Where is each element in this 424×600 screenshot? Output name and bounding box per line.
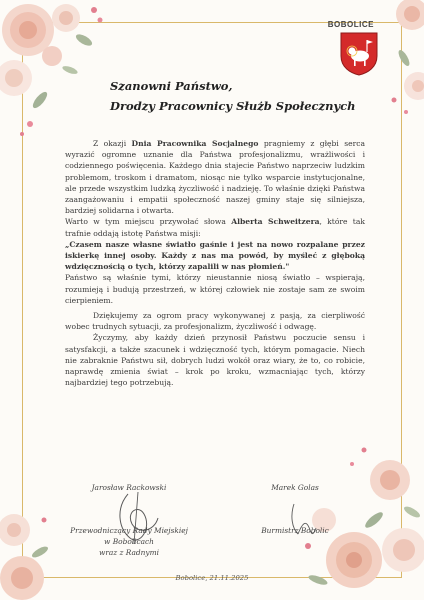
paragraph-5: Życzymy, aby każdy dzień przynosił Państwu poczucie sensu i satysfakcji, a także szacunek i wdzięczność tych, którym pomagacie. Niech nie zabraknie Państwu sił, dobrych ludzi wokół oraz wiary, że to, co robicie, naprawdę zmienia świat – krok po kroku, wzmacniając tych, którzy najbardziej tego potrzebują. bbox=[65, 333, 365, 388]
signer-left-title-1: Przewodniczący Rady Miejskiej bbox=[70, 526, 188, 535]
paragraph-1 bbox=[65, 138, 365, 216]
greeting-line-1: Szanowni Państwo, bbox=[110, 79, 233, 93]
signature-left bbox=[64, 482, 194, 558]
paragraph-3: Państwo są właśnie tymi, którzy nieustannie niosą światło – wspierają, rozumieją i budują przestrzeń, w której człowiek nie zostaje sam ze swoim cierpieniem. bbox=[65, 273, 365, 305]
paragraph-4: Dziękujemy za ogrom pracy wykonywanej z pasją, za cierpliwość wobec trudnych sytuacji, za profesjonalizm, życzliwość i odwagę. bbox=[65, 311, 365, 332]
signer-left-name: Jarosław Rackowski bbox=[91, 483, 167, 492]
municipality-name: BOBOLICE bbox=[327, 20, 374, 29]
signer-right-name: Marek Golas bbox=[271, 483, 319, 492]
signature-right bbox=[240, 482, 350, 536]
p2-text-a: Warto w tym miejscu przywołać słowa bbox=[65, 217, 232, 227]
signer-left-title-2: w Bobolicach bbox=[104, 537, 154, 546]
p1-text-a: Z okazji bbox=[93, 139, 132, 148]
greeting-line-2: Drodzy Pracownicy Służb Społecznych bbox=[110, 99, 356, 113]
occasion-name: Dnia Pracownika Socjalnego bbox=[131, 139, 259, 148]
coat-of-arms-icon bbox=[340, 32, 378, 76]
signer-left-title-3: wraz z Radnymi bbox=[99, 548, 159, 557]
greeting bbox=[110, 76, 355, 116]
letter-body bbox=[65, 138, 365, 388]
p2-text-b: , które tak trafnie oddają istotę Państwa misji: bbox=[65, 217, 365, 238]
flowers-top-left bbox=[0, 0, 110, 150]
quote-text: „Czasem nasze własne światło gaśnie i jest na nowo rozpalane przez iskierkę innej osoby. Każdy z nas ma powód, by myśleć z głęboką wdzięcznością o tych, którzy zapalili w nas płomień." bbox=[65, 239, 365, 272]
paragraph-2 bbox=[65, 216, 365, 238]
quote bbox=[65, 239, 365, 273]
quoted-author: Alberta Schweitzera bbox=[231, 217, 320, 227]
place-date: Bobolice, 21.11.2025 bbox=[175, 574, 249, 582]
signer-right-title: Burmistrz Bobolic bbox=[261, 526, 329, 535]
p1-text-b: pragniemy z głębi serca wyrazić ogromne uznanie dla Państwa profesjonalizmu, wrażliwości i codziennego poświęcenia. Każdego dnia stajecie Państwo naprzeciw ludzkim problemom, troskom i dramatom, niosąc nie tylko wsparcie instytucjonalne, ale przede wszystkim ludzką życzliwość i nadzieję. To właśnie dzięki Państwa zaangażowaniu i empatii społeczność naszej gminy staje się silniejsza, bardziej solidarna i otwarta. bbox=[65, 139, 365, 216]
